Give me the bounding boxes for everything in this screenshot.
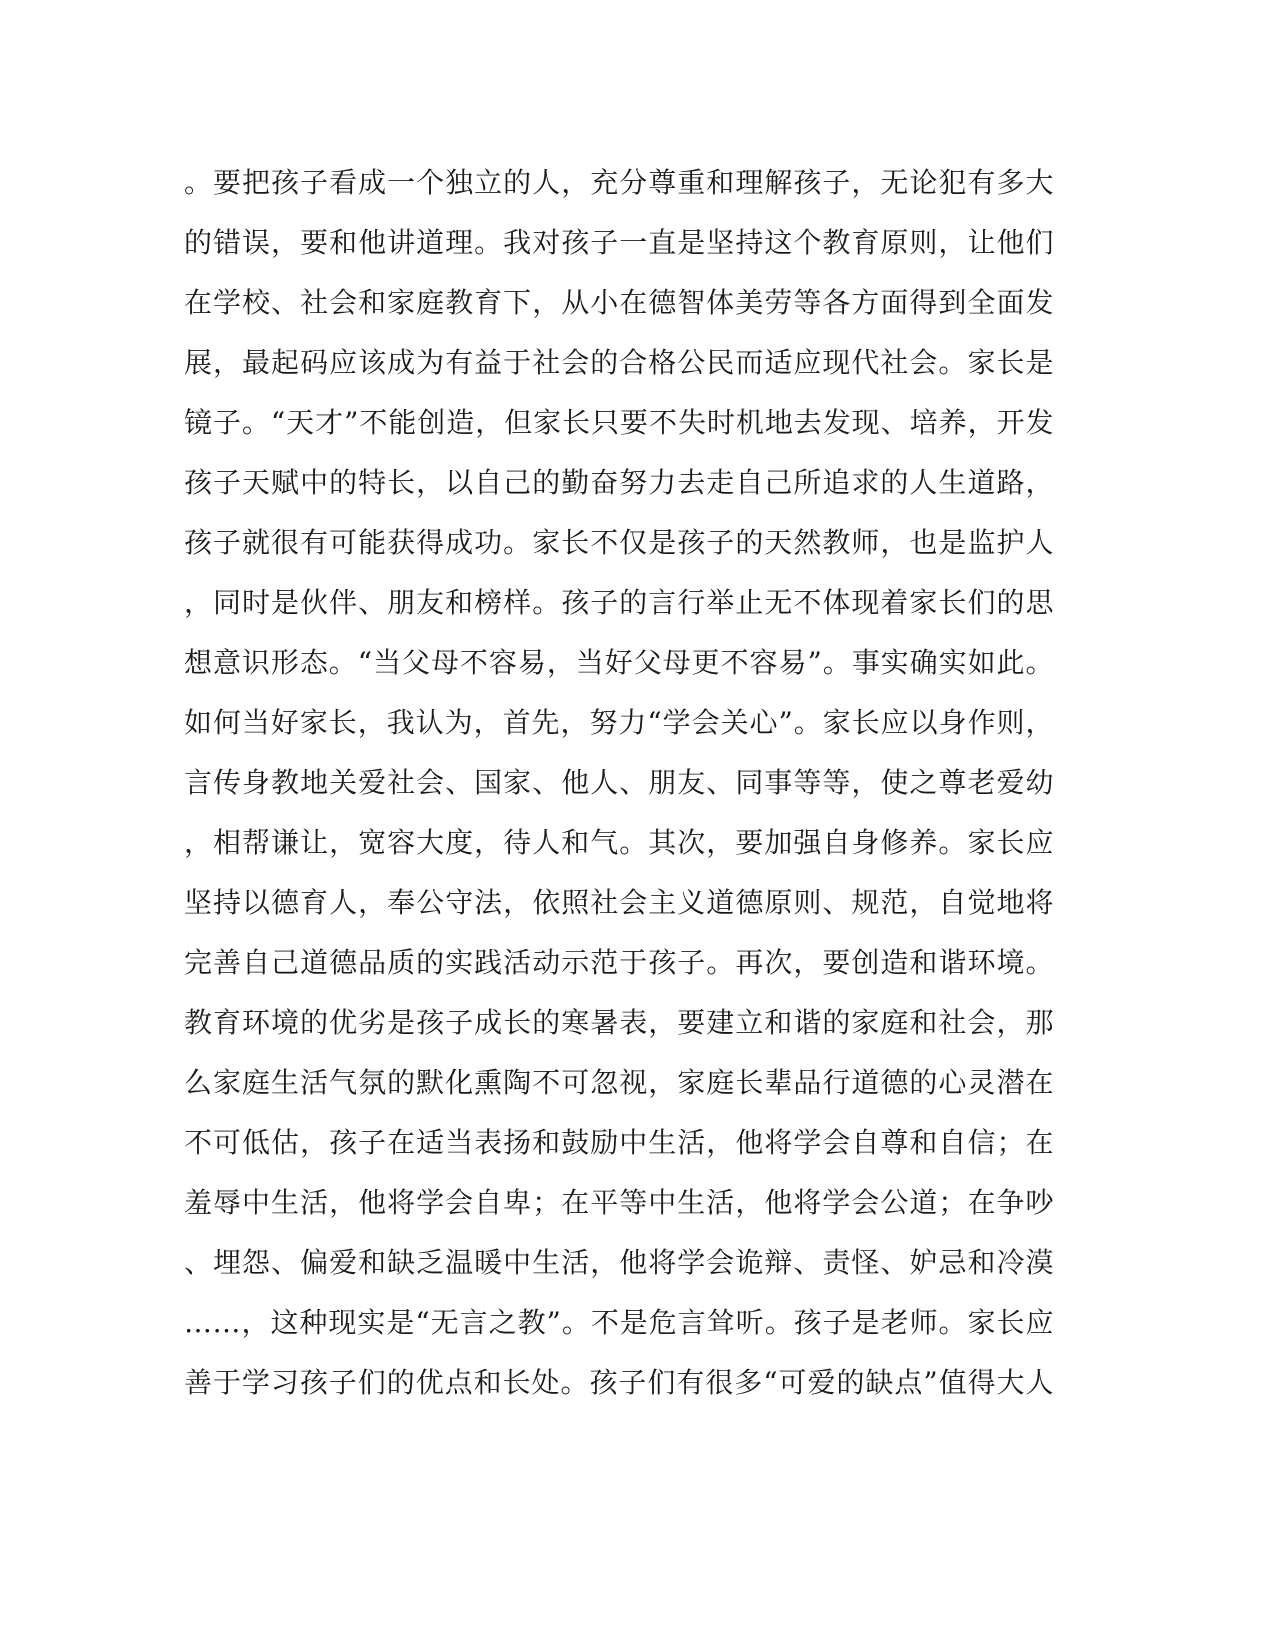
- text-line: 孩子天赋中的特长，以自己的勤奋努力去走自己所追求的人生道路，: [184, 466, 1054, 499]
- text-line: 完善自己道德品质的实践活动示范于孩子。再次，要创造和谐环境。: [184, 946, 1054, 979]
- text-line: 羞辱中生活，他将学会自卑；在平等中生活，他将学会公道；在争吵: [184, 1186, 1054, 1219]
- text-line: 孩子就很有可能获得成功。家长不仅是孩子的天然教师，也是监护人: [184, 526, 1054, 559]
- text-line: 么家庭生活气氛的默化熏陶不可忽视，家庭长辈品行道德的心灵潜在: [184, 1066, 1054, 1099]
- text-line: 的错误，要和他讲道理。我对孩子一直是坚持这个教育原则，让他们: [184, 226, 1054, 259]
- text-line: 展，最起码应该成为有益于社会的合格公民而适应现代社会。家长是: [184, 346, 1054, 379]
- text-line: ，相帮谦让，宽容大度，待人和气。其次，要加强自身修养。家长应: [184, 826, 1054, 859]
- text-line: 善于学习孩子们的优点和长处。孩子们有很多“可爱的缺点”值得大人: [184, 1366, 1054, 1399]
- text-line: 教育环境的优劣是孩子成长的寒暑表，要建立和谐的家庭和社会，那: [184, 1006, 1054, 1039]
- text-line: 如何当好家长，我认为，首先，努力“学会关心”。家长应以身作则，: [184, 706, 1054, 739]
- text-line: 在学校、社会和家庭教育下，从小在德智体美劳等各方面得到全面发: [184, 286, 1054, 319]
- body-text: [184, 153, 1054, 1413]
- text-line: 言传身教地关爱社会、国家、他人、朋友、同事等等，使之尊老爱幼: [184, 766, 1054, 799]
- text-line: ……，这种现实是“无言之教”。不是危言耸听。孩子是老师。家长应: [184, 1306, 1054, 1339]
- text-line: 坚持以德育人，奉公守法，依照社会主义道德原则、规范，自觉地将: [184, 886, 1054, 919]
- text-line: 镜子。“天才”不能创造，但家长只要不失时机地去发现、培养，开发: [184, 406, 1054, 439]
- text-line: 不可低估，孩子在适当表扬和鼓励中生活，他将学会自尊和自信；在: [184, 1126, 1054, 1159]
- text-line: 。要把孩子看成一个独立的人，充分尊重和理解孩子，无论犯有多大: [184, 166, 1054, 199]
- text-line: 、埋怨、偏爱和缺乏温暖中生活，他将学会诡辩、责怪、妒忌和冷漠: [184, 1246, 1054, 1279]
- text-line: 想意识形态。“当父母不容易，当好父母更不容易”。事实确实如此。: [184, 646, 1054, 679]
- text-line: ，同时是伙伴、朋友和榜样。孩子的言行举止无不体现着家长们的思: [184, 586, 1054, 619]
